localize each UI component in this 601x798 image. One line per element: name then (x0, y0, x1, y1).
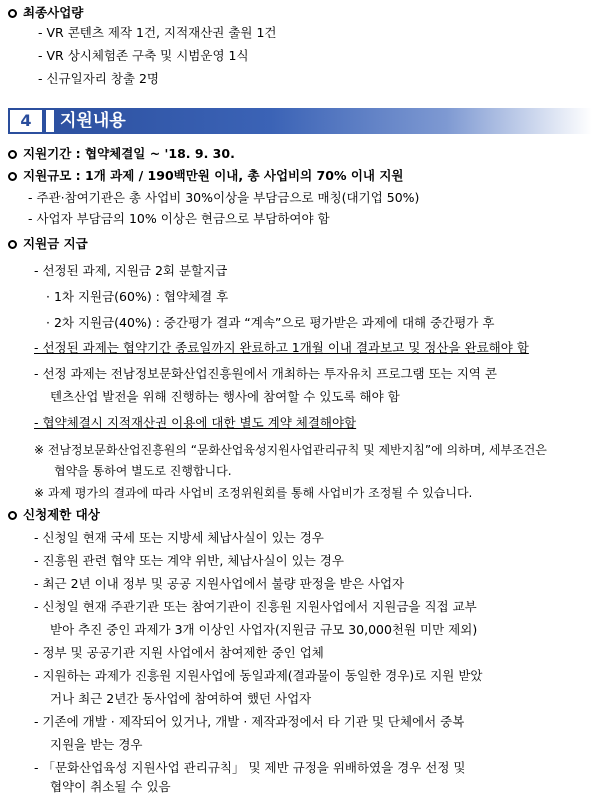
payment-note: ※ 과제 평가의 결과에 따라 사업비 조정위원회를 통해 사업비가 조정될 수 있습니다. (34, 486, 473, 500)
payment-line: - 선정 과제는 전남정보문화산업진흥원에서 개최하는 투자유치 프로그램 또는 지역 콘 (34, 366, 497, 381)
outcome-item: - VR 상시체험존 구축 및 시범운영 1식 (38, 48, 249, 63)
payment-heading: 지원금 지급 (8, 235, 88, 253)
restrict-line: - 신청일 현재 주관기관 또는 참여기관이 진흥원 지원사업에서 지원금을 직접 교부 (34, 599, 477, 614)
scale-item: - 사업자 부담금의 10% 이상은 현금으로 부담하여야 함 (28, 211, 330, 226)
restrict-line: - 지원하는 과제가 진흥원 지원사업에 동일과제(결과물이 동일한 경우)로 지원 받았 (34, 668, 483, 683)
scale-heading: 지원규모 : 1개 과제 / 190백만원 이내, 총 사업비의 70% 이내 지원 (8, 167, 403, 185)
period-heading: 지원기간 : 협약체결일 ~ '18. 9. 30. (8, 145, 235, 163)
outcome-item: - 신규일자리 창출 2명 (38, 71, 159, 86)
restrict-line: - 진흥원 관련 협약 또는 계약 위반, 체납사실이 있는 경우 (34, 553, 344, 568)
outcome-heading: 최종사업량 (8, 4, 83, 22)
payment-line: - 선정된 과제, 지원금 2회 분할지급 (34, 263, 228, 278)
section-title: 지원내용 (60, 111, 126, 131)
restrict-line: - 기존에 개발 · 제작되어 있거나, 개발 · 제작과정에서 타 기관 및 단체에서 중복 (34, 714, 465, 729)
payment-note: ※ 전남정보문화산업진흥원의 “문화산업육성지원사업관리규칙 및 제반지침”에 의하며, 세부조건은 (34, 443, 547, 457)
restrict-line: - 최근 2년 이내 정부 및 공공 지원사업에서 불량 판정을 받은 사업자 (34, 576, 405, 591)
section-number: 4 (10, 110, 42, 132)
circle-bullet-icon (8, 511, 17, 520)
restrict-line: 지원을 받는 경우 (50, 737, 143, 752)
restrict-heading: 신청제한 대상 (8, 506, 100, 524)
circle-bullet-icon (8, 9, 17, 18)
payment-line: · 1차 지원금(60%) : 협약체결 후 (46, 289, 229, 304)
restrict-line: - 정부 및 공공기관 지원 사업에서 참여제한 중인 업체 (34, 645, 324, 660)
circle-bullet-icon (8, 172, 17, 181)
restrict-line: - 신청일 현재 국세 또는 지방세 체납사실이 있는 경우 (34, 530, 324, 545)
restrict-line: 받아 추진 중인 과제가 3개 이상인 사업자(지원금 규모 30,000천원 미만 제외) (50, 622, 478, 637)
restrict-line: 협약이 취소될 수 있음 (50, 779, 171, 794)
outcome-item: - VR 콘텐츠 제작 1건, 지적재산권 출원 1건 (38, 25, 277, 40)
circle-bullet-icon (8, 150, 17, 159)
circle-bullet-icon (8, 240, 17, 249)
payment-line: · 2차 지원금(40%) : 중간평가 결과 “계속”으로 평가받은 과제에 대해 중간평가 후 (46, 315, 495, 330)
restrict-line: 거나 최근 2년간 동사업에 참여하여 했던 사업자 (50, 691, 312, 706)
restrict-line: - 「문화산업육성 지원사업 관리규칙」 및 제반 규정을 위배하였을 경우 선정 및 (34, 760, 466, 775)
payment-note: 협약을 통하여 별도로 진행합니다. (54, 464, 232, 478)
payment-line: - 선정된 과제는 협약기간 종료일까지 완료하고 1개월 이내 결과보고 및 정산을 완료해야 함 (34, 340, 529, 355)
banner-divider (46, 110, 54, 132)
payment-line: 텐츠산업 발전을 위해 진행하는 행사에 참여할 수 있도록 해야 함 (50, 389, 400, 404)
payment-line: - 협약체결시 지적재산권 이용에 대한 별도 계약 체결해야함 (34, 415, 357, 430)
scale-item: - 주관·참여기관은 총 사업비 30%이상을 부담금으로 매칭(대기업 50%) (28, 190, 420, 205)
